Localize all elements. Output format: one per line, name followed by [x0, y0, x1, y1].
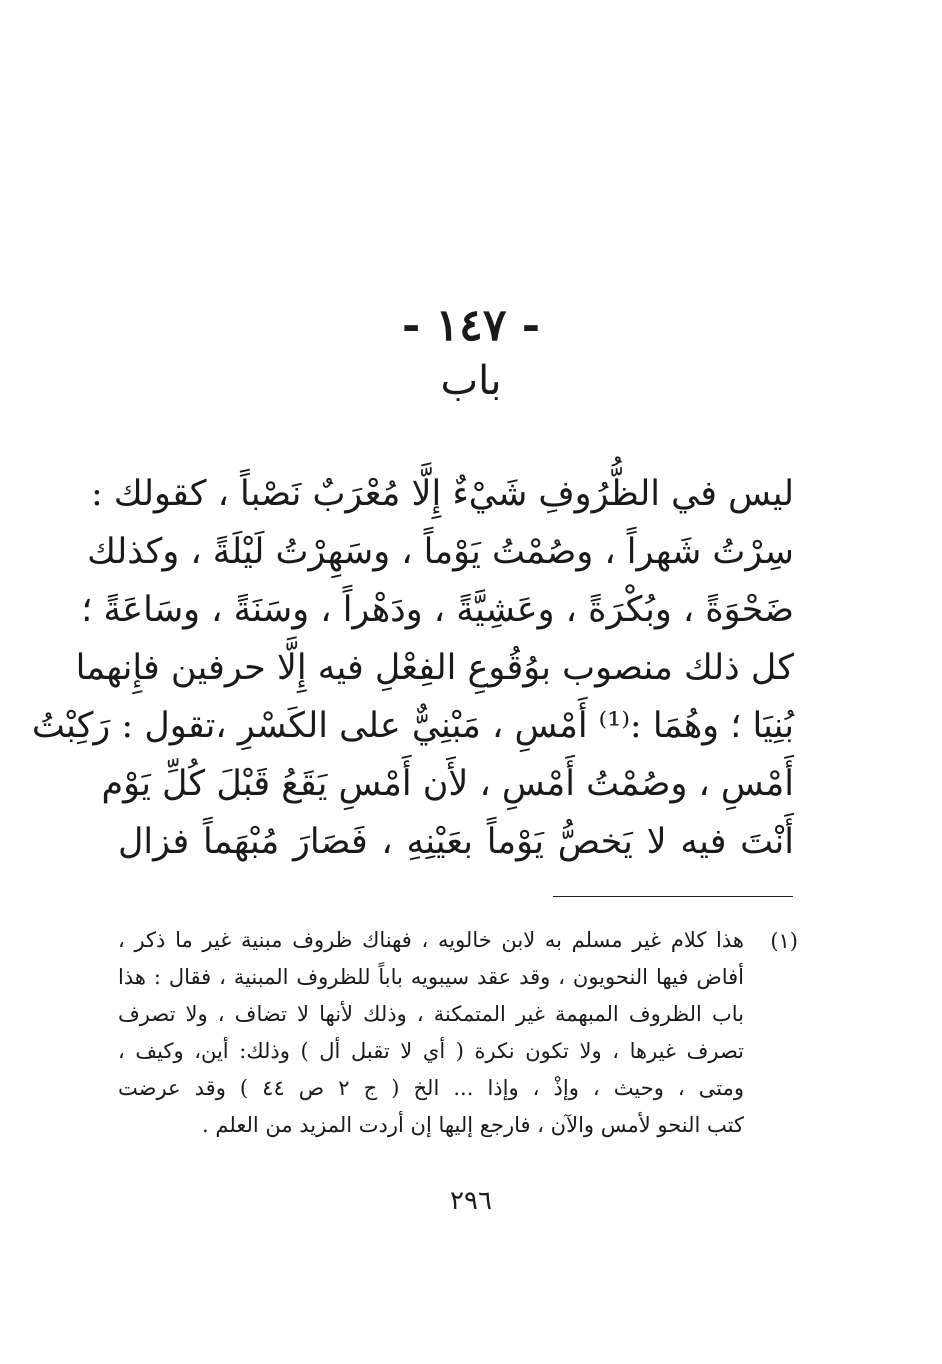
- text-line: كل ذلك منصوب بوُقُوعِ الفِعْلِ فيه إِلَّا حرفين فإِنهما: [75, 648, 794, 688]
- page-number-header: - ١٤٧ -: [401, 300, 541, 351]
- chapter-title: باب: [440, 358, 502, 404]
- text-line: ضَحْوَةً ، وبُكْرَةً ، وعَشِيَّةً ، ودَهْراً ، وسَنَةً ، وسَاعَةً ؛: [81, 590, 794, 630]
- footnote-line: ومتى ، وحيث ، وإذْ ، وإذا ... الخ ( ج ٢ ص ٤٤ ) وقد عرضت: [118, 1076, 744, 1100]
- footnote-block: [118, 922, 798, 1144]
- footnote-line: تصرف غيرها ، ولا تكون نكرة ( أي لا تقبل أل ) وذلك: أين، وكيف ،: [118, 1039, 744, 1063]
- text-line: بُنِيَا ؛ وهُمَا :⁽¹⁾ أَمْسِ ، مَبْنِيٌّ على الكَسْرِ ،تقول : رَكِبْتُ: [31, 706, 794, 746]
- footnote-line: باب الظروف المبهمة غير المتمكنة ، وذلك لأنها لا تضاف ، ولا تصرف: [118, 1002, 744, 1026]
- footnote-marker: (١): [770, 929, 798, 953]
- text-line: سِرْتُ شَهراً ، وصُمْتُ يَوْماً ، وسَهِرْتُ لَيْلَةً ، وكذلك: [87, 532, 794, 572]
- footnote-line: هذا كلام غير مسلم به لابن خالويه ، فهناك ظروف مبنية غير ما ذكر ،: [118, 928, 744, 952]
- main-text-block: [31, 465, 794, 871]
- footnote-line: كتب النحو لأمس والآن ، فارجع إليها إن أردت المزيد من العلم .: [202, 1113, 744, 1137]
- footnote-body: [118, 922, 744, 1144]
- folio-number: ٢٩٦: [450, 1186, 492, 1216]
- text-line: أَنْتَ فيه لا يَخصُّ يَوْماً بعَيْنِهِ ، فَصَارَ مُبْهَماً فزال: [118, 822, 794, 862]
- text-line: ليس في الظُّرُوفِ شَيْءٌ إِلَّا مُعْرَبٌ نَصْباً ، كقولك :: [90, 474, 794, 514]
- footnote-line: أفاض فيها النحويون ، وقد عقد سيبويه باباً للظروف المبنية ، فقال : هذا: [118, 965, 744, 989]
- scan-speckle: [110, 170, 570, 240]
- text-line: أَمْسِ ، وصُمْتُ أَمْسِ ، لأَن أَمْسِ يَقَعُ قَبْلَ كُلِّ يَوْم: [101, 764, 794, 804]
- footnote-divider: [553, 896, 793, 897]
